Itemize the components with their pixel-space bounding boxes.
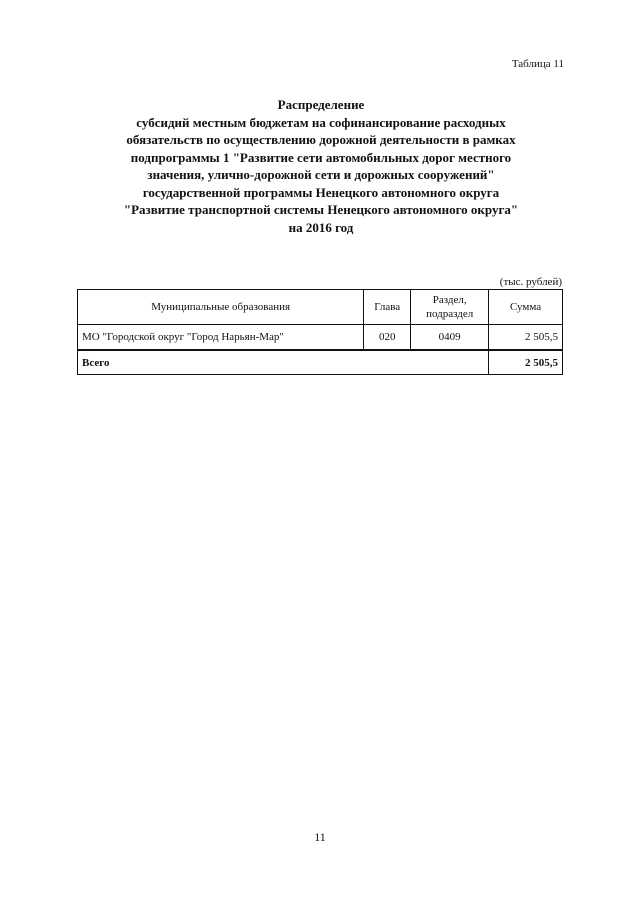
units-label: (тыс. рублей) — [499, 276, 562, 288]
cell-municipality: МО "Городской округ "Город Нарьян-Мар" — [78, 325, 364, 351]
title-line: на 2016 год — [288, 219, 354, 235]
title-line: государственной программы Ненецкого автономного округа — [142, 184, 500, 200]
document-title — [80, 96, 562, 236]
cell-section: 0409 — [411, 325, 489, 351]
title-line: субсидий местным бюджетам на софинансирование расходных — [136, 114, 506, 130]
cell-sum: 2 505,5 — [489, 325, 563, 351]
header-sum: Сумма — [489, 290, 563, 325]
table-reference: Таблица 11 — [511, 58, 564, 70]
header-chapter: Глава — [364, 290, 411, 325]
table-row — [78, 325, 563, 351]
header-section — [411, 290, 489, 325]
distribution-table — [77, 289, 563, 375]
title-line: подпрограммы 1 "Развитие сети автомобильных дорог местного — [130, 149, 512, 165]
total-row — [78, 350, 563, 375]
total-sum: 2 505,5 — [489, 350, 563, 375]
header-section-line2: подраздел — [426, 308, 474, 320]
table-header-row — [78, 290, 563, 325]
title-line: значения, улично-дорожной сети и дорожных сооружений" — [147, 167, 495, 182]
header-section-line1: Раздел, — [432, 294, 467, 306]
total-label: Всего — [78, 350, 489, 375]
title-line: обязательств по осуществлению дорожной деятельности в рамках — [126, 132, 516, 147]
header-municipality: Муниципальные образования — [78, 290, 364, 325]
title-line: Распределение — [277, 97, 365, 112]
cell-chapter: 020 — [364, 325, 411, 351]
page-number: 11 — [314, 830, 326, 844]
title-line: "Развитие транспортной системы Ненецкого автономного округа" — [123, 202, 519, 217]
